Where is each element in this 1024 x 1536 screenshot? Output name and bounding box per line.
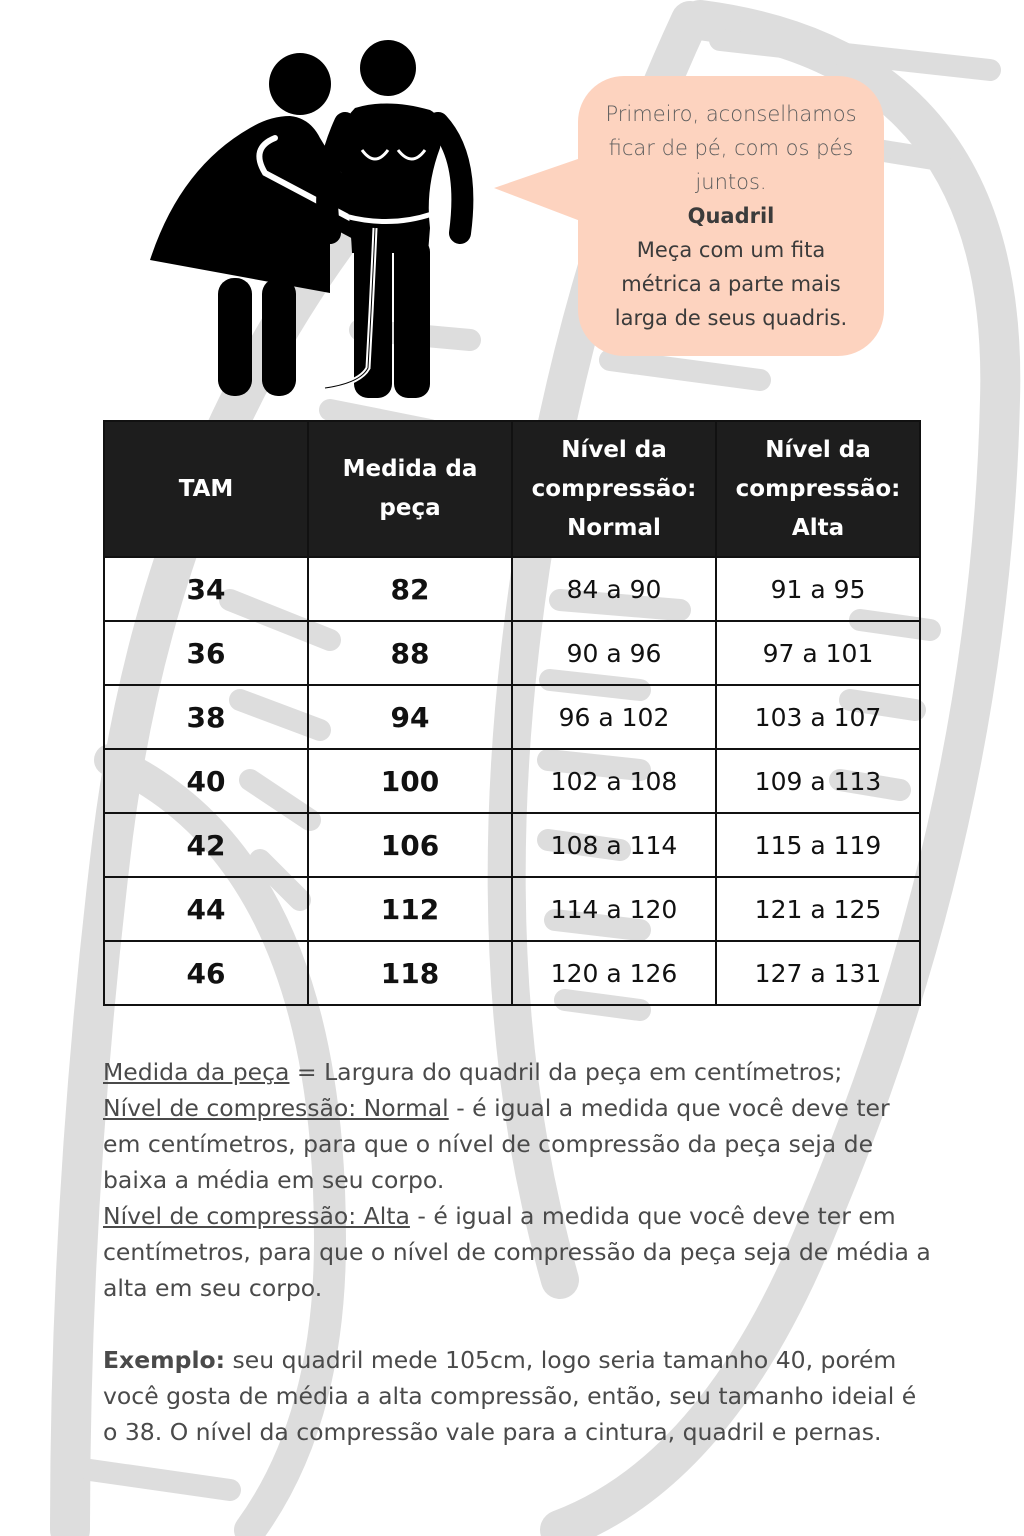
cell-size: 42	[104, 813, 308, 877]
header-normal	[512, 421, 716, 557]
header-text: compressão:	[735, 475, 901, 502]
cell-alta: 109 a 113	[716, 749, 920, 813]
cell-normal: 96 a 102	[512, 685, 716, 749]
header-text: TAM	[178, 475, 234, 502]
note-label: Nível de compressão: Alta	[103, 1202, 410, 1230]
note-text: - é igual a medida que você deve ter em centímetros, para que o nível de compressão da peça seja de média a alta em seu corpo.	[103, 1202, 931, 1302]
note-normal	[103, 1090, 933, 1198]
bubble-line: ficar de pé, com os pés	[608, 136, 854, 160]
header-text: Nível da	[765, 436, 871, 463]
cell-size: 36	[104, 621, 308, 685]
note-label: Medida da peça	[103, 1058, 290, 1086]
header-text: Nível da	[561, 436, 667, 463]
table-row	[104, 685, 920, 749]
size-table	[103, 420, 921, 1006]
header-alta	[716, 421, 920, 557]
cell-alta: 121 a 125	[716, 877, 920, 941]
header-text: compressão:	[531, 475, 697, 502]
cell-size: 46	[104, 941, 308, 1005]
header-tam	[104, 421, 308, 557]
example-label: Exemplo:	[103, 1346, 226, 1374]
note-medida	[103, 1054, 933, 1090]
cell-normal: 108 a 114	[512, 813, 716, 877]
note-text: - é igual a medida que você deve ter em centímetros, para que o nível de compressão da peça seja de baixa a média em seu corpo.	[103, 1094, 890, 1194]
cell-measure: 106	[308, 813, 512, 877]
cell-size: 40	[104, 749, 308, 813]
header-medida	[308, 421, 512, 557]
header-text: Alta	[791, 514, 845, 541]
table-row	[104, 621, 920, 685]
header-text: peça	[379, 495, 441, 521]
table-row	[104, 813, 920, 877]
example-text: seu quadril mede 105cm, logo seria tamanho 40, porém você gosta de média a alta compressão, então, seu tamanho ideial é o 38. O nível da compressão vale para a cintura, quadril e pernas.	[103, 1346, 917, 1446]
table-row	[104, 557, 920, 621]
cell-measure: 94	[308, 685, 512, 749]
cell-alta: 97 a 101	[716, 621, 920, 685]
bubble-line: Meça com um fita	[636, 238, 826, 262]
cell-size: 44	[104, 877, 308, 941]
note-example	[103, 1342, 933, 1450]
bubble-line: larga de seus quadris.	[614, 306, 848, 330]
header-text: Medida da	[342, 456, 478, 482]
table-row	[104, 941, 920, 1005]
bubble-line: juntos.	[695, 170, 767, 194]
cell-measure: 88	[308, 621, 512, 685]
cell-alta: 115 a 119	[716, 813, 920, 877]
cell-measure: 118	[308, 941, 512, 1005]
note-label: Nível de compressão: Normal	[103, 1094, 449, 1122]
bubble-line: métrica a parte mais	[621, 272, 841, 296]
cell-normal: 84 a 90	[512, 557, 716, 621]
cell-normal: 114 a 120	[512, 877, 716, 941]
cell-normal: 90 a 96	[512, 621, 716, 685]
table-header-row	[104, 421, 920, 557]
notes-section	[103, 1054, 933, 1450]
cell-size: 38	[104, 685, 308, 749]
cell-normal: 120 a 126	[512, 941, 716, 1005]
cell-measure: 100	[308, 749, 512, 813]
header-text: Normal	[567, 514, 661, 541]
cell-alta: 127 a 131	[716, 941, 920, 1005]
note-text: = Largura do quadril da peça em centímetros;	[289, 1058, 843, 1086]
measuring-people-icon	[140, 38, 480, 403]
table-row	[104, 749, 920, 813]
cell-measure: 82	[308, 557, 512, 621]
cell-normal: 102 a 108	[512, 749, 716, 813]
cell-size: 34	[104, 557, 308, 621]
cell-alta: 103 a 107	[716, 685, 920, 749]
bubble-line: Primeiro, aconselhamos	[605, 102, 857, 126]
cell-alta: 91 a 95	[716, 557, 920, 621]
table-row	[104, 877, 920, 941]
bubble-title: Quadril	[687, 204, 775, 228]
speech-bubble	[578, 76, 884, 356]
cell-measure: 112	[308, 877, 512, 941]
note-alta	[103, 1198, 933, 1306]
